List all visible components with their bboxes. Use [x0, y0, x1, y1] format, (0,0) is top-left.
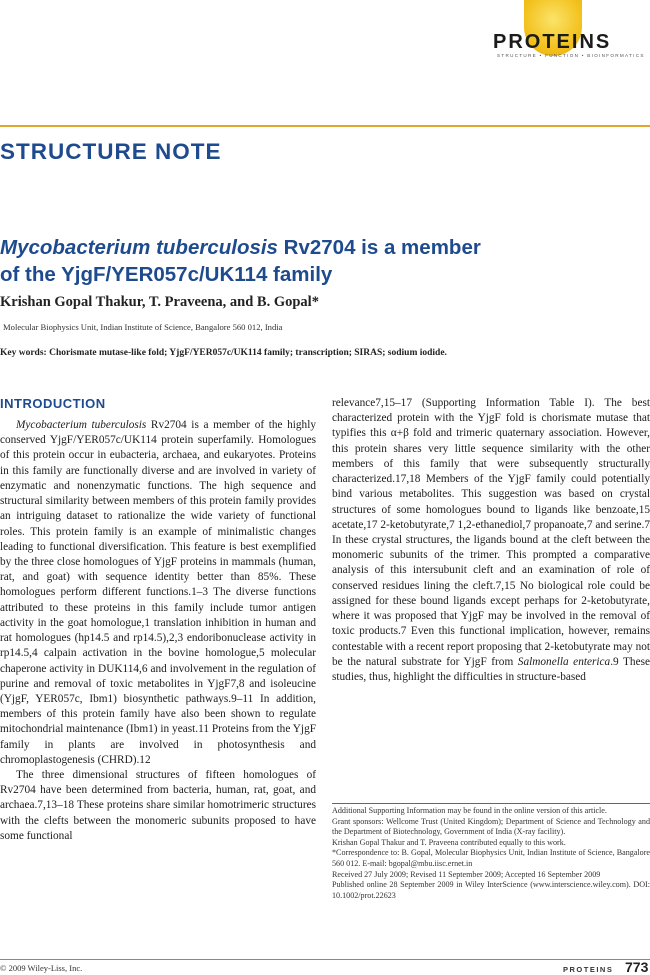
footnote-supporting-info: Additional Supporting Information may be found in the online version of this article.: [332, 806, 607, 815]
journal-logo: PROTEINS: [493, 31, 612, 53]
page-number: 773: [625, 959, 649, 975]
continued-text-b: .9 These studies, thus, highlight the difficulties in structure-based: [332, 655, 650, 683]
author-list: Krishan Gopal Thakur, T. Praveena, and B. Gopal*: [0, 294, 319, 310]
article-title: [0, 234, 640, 288]
intro-paragraph-1-text: Rv2704 is a member of the highly conserved YjgF/YER057c/UK114 protein superfamily. Homologues of this protein occur in eubacteria, archaea, and eukaryotes. Proteins in this family are functionally diverse and are involved in variety of enzymatic and nonenzymatic functions. The high sequence and structural similarity between members of this protein family provides an intriguing dataset to rationalize the wide variety of functional roles. This protein family is an example of minimalistic changes leading to functional diversification. This feature is best exemplified by the three close homologues of YjgF proteins in mammals (human, rat, and goat) with sequence identity better than 85%. These homologues perform different functions.1–3 The diverse functions attributed to these proteins in this family include tumor antigen activity in the goat homologue,1 translation inhibition in human and rat homologues (hp14.5 and rp14.5),2,3 endoribonuclease activity in rp14.5,4 calpain activation in the bovine homologue,5 molecular chaperone activity in DUK114,6 and involvement in the regulation of purine and removal of toxic metabolites in YjgF7,8 and isoleucine (YjgF, YER057c, Ibm1) biosynthetic pathways.9–11 In addition, members of this protein family have also been shown to regulate mitochondrial maintenance (Ibm1) in yeast.11 Proteins from the YjgF family in plants are involved in photosynthesis and chromoplastogenesis (CHRD).12: [0, 419, 316, 766]
journal-tagline: STRUCTURE • FUNCTION • BIOINFORMATICS: [497, 53, 645, 58]
organism-name: Mycobacterium tuberculosis: [16, 419, 147, 431]
footnote-received: Received 27 July 2009; Revised 11 September 2009; Accepted 16 September 2009: [332, 869, 601, 879]
footnote-grants: Grant sponsors: Wellcome Trust (United Kingdom); Department of Science and Technology and the Department of Biotechnology, Government of India (X-ray facility).: [332, 816, 650, 837]
footnotes: [332, 806, 650, 901]
body-column-left: [0, 418, 316, 844]
organism-name-salmonella: Salmonella enterica: [517, 655, 611, 668]
footer-divider: [0, 959, 650, 960]
intro-paragraph-2: The three dimensional structures of fifteen homologues of Rv2704 have been determined from bacteria, human, rat, goat, and archaea.7,13–18 These proteins share similar homotrimeric structures with the clefts between the monomeric subunits proposed to have some functional: [0, 769, 316, 842]
intro-paragraph-1: [0, 418, 316, 768]
body-column-right: [332, 396, 650, 685]
header-divider: [0, 125, 650, 127]
footnote-equal-contribution: Krishan Gopal Thakur and T. Praveena contributed equally to this work.: [332, 837, 566, 847]
title-line1-rest: Rv2704 is a member: [277, 236, 481, 259]
author-affiliation: Molecular Biophysics Unit, Indian Institute of Science, Bangalore 560 012, India: [3, 322, 283, 332]
intro-paragraph-2-continued: [332, 396, 650, 685]
keywords: Key words: Chorismate mutase-like fold; YjgF/YER057c/UK114 family; transcription; SIRAS; sodium iodide.: [0, 348, 447, 358]
title-organism: Mycobacterium tuberculosis: [0, 236, 278, 259]
footnote-correspondence: *Correspondence to: B. Gopal, Molecular Biophysics Unit, Indian Institute of Science, Bangalore 560 012. E-mail: bgopal@mbu.iisc.ernet.in: [332, 848, 650, 868]
footer-journal-name: PROTEINS: [563, 965, 614, 974]
title-line2: of the YjgF/YER057c/UK114 family: [0, 263, 333, 286]
section-label: STRUCTURE NOTE: [0, 139, 222, 164]
footnote-divider: [332, 803, 650, 804]
footnote-published: Published online 28 September 2009 in Wiley InterScience (www.interscience.wiley.com). DOI: 10.1002/prot.22623: [332, 880, 650, 900]
copyright: © 2009 Wiley-Liss, Inc.: [0, 963, 83, 973]
introduction-heading: INTRODUCTION: [0, 396, 106, 411]
continued-text-a: relevance7,15–17 (Supporting Information Table I). The best characterized protein with the YjgF fold is chorismate mutase that typifies this α+β fold and trimeric quaternary association. However, this protein shares very little sequence similarity with the other members of this family that were subsequently structurally characterized.17,18 Members of the YjgF family could potentially bind various metabolites. This suggestion was based on crystal structures of some homologues bound to ligands like benzoate,15 acetate,17 2-ketobutyrate,7 1,2-ethanediol,7 propanoate,7 and serine.7 In these crystal structures, the ligands bound at the cleft between the monomeric subunits of the trimer. This prompted a comparative analysis of this intersubunit cleft and an examination of role of conserved residues lining the cleft.7,15 No biological role could be assigned for these bound ligands except perhaps for 2-ketobutyrate, where it was proposed that YjgF may be involved in the removal of toxic products.7 Even this functional implication, however, remains contestable with a recent report proposing that 2-ketobutyrate may not be the natural substrate for YjgF from: [332, 397, 650, 668]
